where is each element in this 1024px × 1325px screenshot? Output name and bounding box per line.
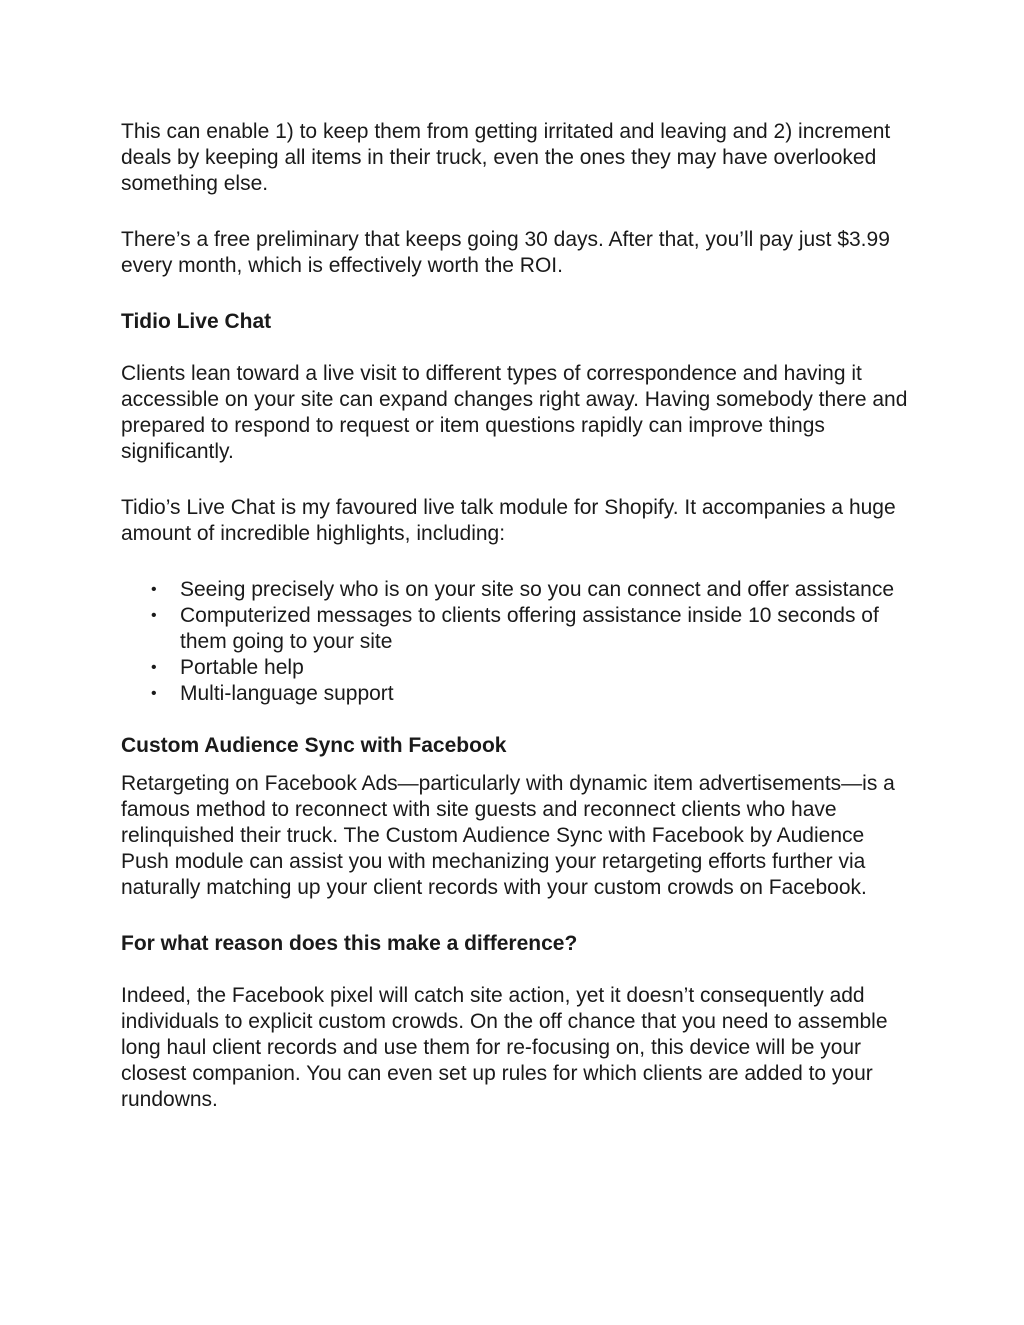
document-body (121, 119, 911, 1113)
tidio-intro-paragraph: Tidio’s Live Chat is my favoured live talk module for Shopify. It accompanies a huge amount of incredible highlights, including: (121, 496, 896, 545)
list-item-text: Multi-language support (180, 682, 394, 705)
list-item-text: Portable help (180, 656, 304, 679)
list-item (121, 681, 911, 707)
bullet-icon: • (151, 659, 157, 676)
retargeting-paragraph: Retargeting on Facebook Ads—particularly with dynamic item advertisements—is a famous method to reconnect with site guests and reconnect clients who have relinquished their truck. The Custom Audience Sync with Facebook by Audience Push module can assist you with mechanizing your retargeting efforts further via naturally matching up your client records with your custom crowds on Facebook. (121, 772, 895, 899)
list-item-text: Seeing precisely who is on your site so you can connect and offer assistance (180, 578, 895, 601)
list-item (121, 577, 911, 603)
intro-paragraph: This can enable 1) to keep them from getting irritated and leaving and 2) increment deals by keeping all items in their truck, even the ones they may have overlooked something else. (121, 120, 891, 195)
facebook-pixel-paragraph: Indeed, the Facebook pixel will catch site action, yet it doesn’t consequently add individuals to explicit custom crowds. On the off chance that you need to assemble long haul client records and use them for re-focusing on, this device will be your closest companion. You can even set up rules for which clients are added to your rundowns. (121, 984, 888, 1111)
bullet-icon: • (151, 581, 157, 598)
bullet-icon: • (151, 685, 157, 702)
list-item-text: Computerized messages to clients offering assistance inside 10 seconds of them going to your site (180, 604, 879, 653)
heading-difference: For what reason does this make a difference? (121, 932, 578, 955)
heading-tidio-live-chat: Tidio Live Chat (121, 310, 272, 333)
features-list (121, 577, 911, 707)
bullet-icon: • (151, 607, 157, 624)
pricing-paragraph: There’s a free preliminary that keeps going 30 days. After that, you’ll pay just $3.99 every month, which is effectively worth the ROI. (121, 228, 890, 277)
heading-custom-audience-sync: Custom Audience Sync with Facebook (121, 734, 507, 757)
list-item (121, 655, 911, 681)
live-chat-paragraph: Clients lean toward a live visit to different types of correspondence and having it accessible on your site can expand changes right away. Having somebody there and prepared to respond to request or item questions rapidly can improve things significantly. (121, 362, 908, 463)
list-item (121, 603, 911, 655)
